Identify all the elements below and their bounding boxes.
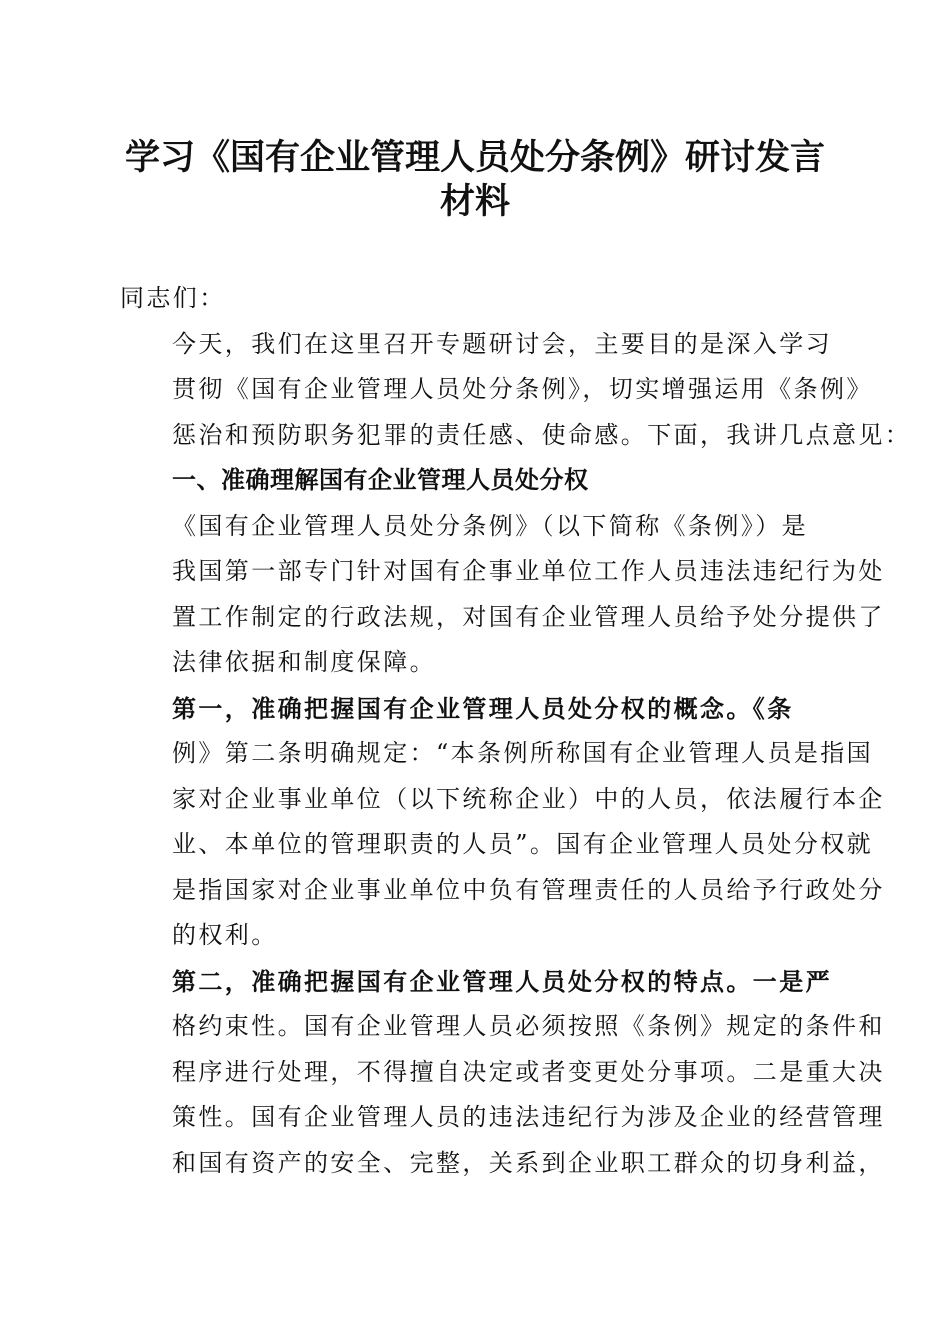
- text-line: 是指国家对企业事业单位中负有管理责任的人员给予行政处分: [172, 875, 885, 904]
- paragraph-3: [120, 959, 885, 1187]
- intro-paragraph: [120, 322, 912, 459]
- text-line: 和国有资产的安全、完整，关系到企业职工群众的切身利益，: [172, 1148, 885, 1177]
- text-line: 今天，我们在这里召开专题研讨会，主要目的是深入学习: [172, 329, 832, 358]
- text-line: 第一，准确把握国有企业管理人员处分权的概念。《条: [172, 693, 794, 723]
- text-line: 策性。国有企业管理人员的违法违纪行为涉及企业的经营管理: [172, 1103, 885, 1131]
- salutation: 同志们：: [120, 284, 226, 312]
- text-line: 格约束性。国有企业管理人员必须按照《条例》规定的条件和: [172, 1012, 885, 1040]
- text-line: 我国第一部专门针对国有企事业单位工作人员违法违纪行为处: [172, 557, 885, 585]
- document-title: [100, 136, 850, 224]
- text-line: 惩治和预防职务犯罪的责任感、使命感。下面，我讲几点意见：: [172, 420, 912, 449]
- text-line: 法律依据和制度保障。: [172, 648, 436, 676]
- text-line: 贯彻《国有企业管理人员处分条例》，切实增强运用《条例》: [172, 375, 873, 403]
- text-line: 第二，准确把握国有企业管理人员处分权的特点。一是严: [172, 966, 832, 996]
- text-line: 的权利。: [172, 921, 278, 949]
- section-heading-1: 一、准确理解国有企业管理人员处分权: [172, 466, 589, 494]
- text-line: 家对企业事业单位（以下统称企业）中的人员，依法履行本企: [172, 784, 885, 813]
- text-line: 《国有企业管理人员处分条例》（以下简称《条例》）是: [172, 511, 808, 540]
- text-line: 业、本单位的管理职责的人员”。国有企业管理人员处分权就: [172, 830, 874, 858]
- document-body: [120, 276, 912, 1186]
- paragraph-2: [120, 686, 885, 959]
- title-line-1: 学习《国有企业管理人员处分条例》研讨发言: [124, 138, 825, 178]
- paragraph-1: [120, 504, 885, 686]
- text-line: 程序进行处理，不得擅自决定或者变更处分事项。二是重大决: [172, 1057, 885, 1086]
- text-line: 置工作制定的行政法规，对国有企业管理人员给予处分提供了: [172, 602, 885, 631]
- text-line: 例》第二条明确规定：“本条例所称国有企业管理人员是指国: [172, 739, 874, 767]
- title-line-2: 材料: [439, 182, 510, 222]
